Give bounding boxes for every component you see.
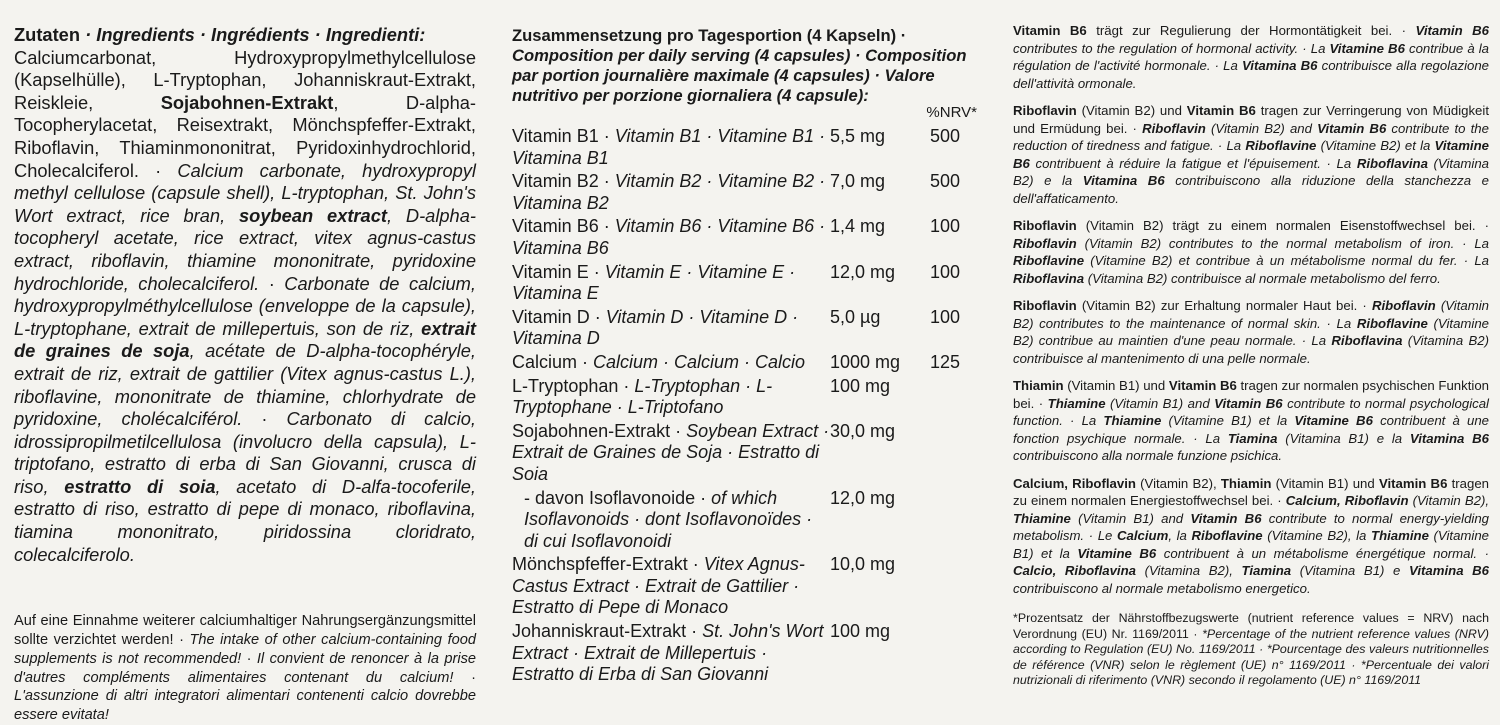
ingredients-text: Zutaten · Ingredients · Ingrédients · Ingredienti: Calciumcarbonat, Hydroxypropylmethylcellulose (Kapselhülle), L-Tryptophan, Johanniskraut-Extrakt, Reiskleie, Sojabohnen-Extrakt, D-alpha-Tocopherylacetat, Reisextrakt, Mönchspfeffer-Extrakt, Riboflavin, Thiaminmononitrat, Pyridoxinhydrochlorid, Cholecalciferol. · Calcium carbonate, hydroxypropyl methyl cellulose (capsule shell), L-tryptophan, St. John's Wort extract, rice bran, soybean extract, D-alpha-tocopheryl acetate, rice extract, vitex agnus-castus extract, riboflavin, thiamine mononitrate, pyridoxine hydrochloride, cholecalciferol. · Carbonate de calcium, hydroxypropylméthylcellulose (enveloppe de la capsule), L-tryptophane, extrait de millepertuis, son de riz, extrait de graines de soja, acétate de D-alpha-tocophéryle, extrait de riz, extrait de gattilier (Vitex agnus-castus L.), riboflavine, mononitrate de thiamine, chlorhydrate de pyridoxine, cholécalciférol. · Carbonato di calcio, idrossipropilmetilcellulosa (involucro della capsula), L-triptofano, estratto di erba di San Giovanni, crusca di riso, estratto di soia, acetato di D-alfa-tocoferile, estratto di riso, estratto di pepe di monaco, riboflavina, tiamina mononitrato, piridossina cloridrato, colecalciferolo. [14,24,477,565]
nutrient-nrv: 500 [930,126,961,146]
composition-column [512,26,984,686]
nutrient-nrv [930,621,980,686]
nutrient-label: Sojabohnen-Extrakt · Soybean Extract · Extrait de Graines de Soja · Estratto di Soia [512,420,830,484]
nutrient-label: L-Tryptophan · L-Tryptophan · L-Tryptophane · L-Triptofano [512,375,773,418]
health-claim: Riboflavin (Vitamin B2) und Vitamin B6 tragen zur Verringerung von Müdigkeit und Ermüdung bei. · Riboflavin (Vitamin B2) and Vitamin B6 contribute to the reduction of tiredness and fatigue. · La Riboflavine (Vitamine B2) et la Vitamine B6 contribuent à réduire la fatigue et l'épuisement. · La Riboflavina (Vitamina B2) e la Vitamina B6 contribuiscono alla riduzione della stanchezza e dell'affaticamento. [1013,103,1489,206]
health-claim: Calcium, Riboflavin (Vitamin B2), Thiamin (Vitamin B1) und Vitamin B6 tragen zu einem normalen Energiestoffwechsel bei. · Calcium, Riboflavin (Vitamin B2), Thiamine (Vitamin B1) and Vitamin B6 contribute to normal energy-yielding metabolism. · Le Calcium, la Riboflavine (Vitamine B2), la Thiamine (Vitamine B1) et la Vitamine B6 contribuent à un métabolisme énergétique normal. · Calcio, Riboflavina (Vitamina B2), Tiamina (Vitamina B1) e Vitamina B6 contribuiscono al normale metabolismo energetico. [1013,475,1490,596]
composition-row [512,307,984,350]
ingredients-heading-rest: · Ingredients · Ingrédients · Ingredienti: [80,24,426,45]
nutrient-amount: 100 mg [830,621,891,642]
nutrient-amount: 100 mg [830,375,891,396]
composition-heading: Zusammensetzung pro Tagesportion (4 Kapseln) · Composition per daily serving (4 capsules) · Composition par portion journalière maximale (4 capsules) · Valore nutritivo per porzione giornaliera (4 capsule): [512,26,967,105]
nutrient-nrv [930,376,980,419]
claims-column [1013,22,1489,689]
ingredients-heading-de: Zutaten [14,24,81,45]
nutrient-amount: 5,0 µg [830,306,881,327]
composition-row [512,262,984,305]
health-claim: Thiamin (Vitamin B1) und Vitamin B6 tragen zur normalen psychischen Funktion bei. · Thiamine (Vitamin B1) and Vitamin B6 contribute to normal psychological function. · La Thiamine (Vitamine B1) et la Vitamine B6 contribuent à une fonction psychique normale. · La Tiamina (Vitamina B1) e la Vitamina B6 contribuiscono alla normale funzione psichica. [1013,378,1490,463]
nutrient-label: Vitamin E · Vitamin E · Vitamine E · Vitamina E [512,261,796,304]
composition-row [512,621,984,686]
nutrient-label: Vitamin B1 · Vitamin B1 · Vitamine B1 · Vitamina B1 [512,126,826,168]
composition-table [512,126,984,686]
nrv-header: %NRV* [926,104,977,121]
nutrient-amount: 12,0 mg [830,487,896,508]
nutrient-label: Mönchspfeffer-Extrakt · Vitex Agnus-Castus Extract · Extrait de Gattilier · Estratto di Pepe di Monaco [512,554,805,618]
nutrient-label: Calcium · Calcium · Calcium · Calcio [512,351,806,372]
composition-row [512,126,984,169]
composition-row [512,352,984,374]
nutrient-amount: 1000 mg [830,351,901,372]
health-claim: Vitamin B6 trägt zur Regulierung der Hormontätigkeit bei. · Vitamin B6 contributes to the regulation of hormonal activity. · La Vitamine B6 contribue à la régulation de l'activité hormonale. · La Vitamina B6 contribuisce alla regolazione dell'attività ormonale. [1013,23,1490,91]
nutrient-nrv [930,421,980,486]
composition-row [512,171,984,214]
nutrient-label: Vitamin B6 · Vitamin B6 · Vitamine B6 · Vitamina B6 [512,216,826,258]
nutrient-label: Vitamin B2 · Vitamin B2 · Vitamine B2 · Vitamina B2 [512,171,826,213]
calcium-warning: Auf eine Einnahme weiterer calciumhaltiger Nahrungsergänzungsmittel sollte verzichtet werden! · The intake of other calcium-containing food supplements is not recommended! · Il convient de renoncer à la prise d'autres compléments alimentaires contenant du calcium! · L'assunzione di altri integratori alimentari contenenti calcio dovrebbe essere evitata! [14,613,476,724]
composition-row [512,488,984,553]
nutrient-label: Johanniskraut-Extrakt · St. John's Wort Extract · Extrait de Millepertuis · Estratto di Erba di San Giovanni [512,621,824,685]
nutrient-nrv: 100 [930,261,961,282]
nutrient-amount: 7,0 mg [830,171,886,192]
nutrient-nrv: 125 [930,351,961,372]
health-claim: Riboflavin (Vitamin B2) trägt zu einem normalen Eisenstoffwechsel bei. · Riboflavin (Vitamin B2) contributes to the normal metabolism of iron. · La Riboflavine (Vitamine B2) et contribue à un métabolisme normal du fer. · La Riboflavina (Vitamina B2) contribuisce al normale metabolismo del ferro. [1013,218,1489,286]
nutrient-nrv [930,554,980,619]
nutrient-label: - davon Isoflavonoide · of which Isoflavonoids · dont Isoflavonoïdes · di cui Isoflavonoidi [524,487,813,551]
nutrient-amount: 10,0 mg [830,554,896,575]
nutrient-nrv: 500 [930,171,961,192]
composition-row [512,216,984,259]
nutrient-nrv: 100 [930,306,961,327]
nutrient-nrv [930,488,980,553]
composition-row [512,421,984,486]
nutrient-amount: 30,0 mg [830,420,896,441]
ingredients-column [14,24,476,725]
composition-row [512,554,984,619]
nutrient-nrv: 100 [930,216,961,237]
health-claim: Riboflavin (Vitamin B2) zur Erhaltung normaler Haut bei. · Riboflavin (Vitamin B2) contributes to the maintenance of normal skin. · La Riboflavine (Vitamine B2) contribue au maintien d'une peau normale. · La Riboflavina (Vitamina B2) contribuisce al mantenimento di una pelle normale. [1013,298,1489,366]
health-claims [1013,22,1489,597]
nrv-footnote: *Prozentsatz der Nährstoffbezugswerte (nutrient reference values = NRV) nach Verordnung (EU) Nr. 1169/2011 · *Percentage of the nutrient reference values (NRV) according to Regulation (EU) No. 1169/2011 · *Pourcentage des valeurs nutritionnelles de référence (VNR) selon le règlement (UE) n° 1169/2011 · *Percentuale dei valori nutrizionali di riferimento (VNR) secondo il regolamento (UE) n° 1169/2011 [1013,611,1489,688]
nutrient-amount: 1,4 mg [830,216,886,237]
nutrient-amount: 5,5 mg [830,126,886,146]
nutrient-amount: 12,0 mg [830,261,896,282]
nutrient-label: Vitamin D · Vitamin D · Vitamine D · Vitamina D [512,306,799,349]
composition-row [512,376,984,419]
